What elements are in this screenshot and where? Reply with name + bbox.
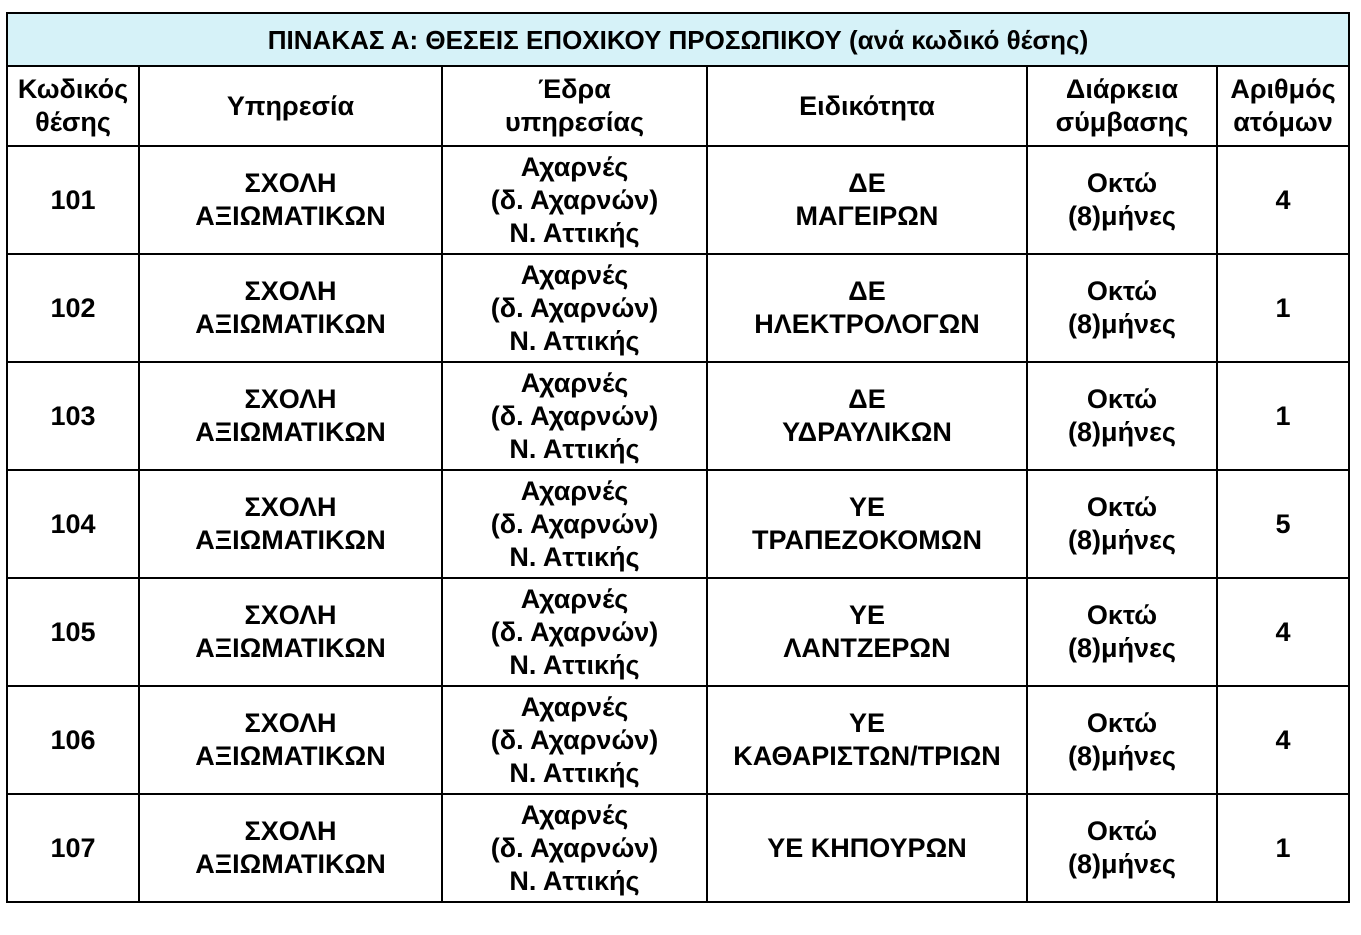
cell-service-line: ΑΞΙΩΜΑΤΙΚΩΝ [195, 201, 386, 231]
cell-code [7, 146, 139, 254]
header-count-line: ατόμων [1233, 107, 1333, 137]
cell-specialty-line: ΥΔΡΑΥΛΙΚΩΝ [782, 417, 952, 447]
header-code [7, 66, 139, 146]
cell-specialty-line: ΜΑΓΕΙΡΩΝ [795, 201, 939, 231]
document-page [6, 12, 1348, 903]
cell-code-value: 107 [50, 832, 96, 863]
cell-duration-line: (8)μήνες [1068, 633, 1176, 663]
cell-specialty [707, 686, 1027, 794]
cell-seat-line: Ν. Αττικής [509, 649, 640, 680]
cell-service-line: ΣΧΟΛΗ [244, 708, 337, 738]
cell-service [139, 578, 442, 686]
header-seat [442, 66, 707, 146]
cell-seat-line: Αχαρνές [520, 151, 629, 182]
header-duration-line: Διάρκεια [1065, 74, 1179, 104]
table-header-row [7, 66, 1349, 146]
cell-duration-line: Οκτώ [1086, 384, 1158, 414]
cell-duration-line: Οκτώ [1086, 276, 1158, 306]
cell-seat-line: Ν. Αττικής [509, 757, 640, 788]
cell-seat-line: Αχαρνές [520, 799, 629, 830]
cell-seat-line: Αχαρνές [520, 691, 629, 722]
cell-specialty-line: ΥΕ [848, 708, 886, 738]
cell-code-value: 102 [50, 292, 96, 323]
cell-specialty-line: ΗΛΕΚΤΡΟΛΟΓΩΝ [754, 309, 980, 339]
cell-seat-line: (δ. Αχαρνών) [490, 724, 659, 755]
cell-specialty-line: ΔΕ [848, 384, 886, 414]
cell-count [1217, 794, 1349, 902]
cell-code [7, 578, 139, 686]
cell-duration-line: Οκτώ [1086, 168, 1158, 198]
table-title-main: ΠΙΝΑΚΑΣ Α: ΘΕΣΕΙΣ ΕΠΟΧΙΚΟΥ ΠΡΟΣΩΠΙΚΟΥ [267, 24, 842, 55]
cell-duration [1027, 146, 1217, 254]
cell-service [139, 362, 442, 470]
cell-code [7, 254, 139, 362]
cell-count [1217, 686, 1349, 794]
cell-duration-line: (8)μήνες [1068, 201, 1176, 231]
cell-seat-line: (δ. Αχαρνών) [490, 292, 659, 323]
cell-duration-line: Οκτώ [1086, 600, 1158, 630]
cell-service [139, 686, 442, 794]
cell-seat-line: (δ. Αχαρνών) [490, 184, 659, 215]
header-seat-line: υπηρεσίας [504, 107, 644, 137]
cell-service [139, 146, 442, 254]
cell-service-line: ΑΞΙΩΜΑΤΙΚΩΝ [195, 417, 386, 447]
cell-duration-line: (8)μήνες [1068, 417, 1176, 447]
cell-code [7, 470, 139, 578]
cell-count [1217, 254, 1349, 362]
cell-specialty-line: ΔΕ [848, 168, 886, 198]
cell-service [139, 254, 442, 362]
cell-code-value: 104 [50, 508, 96, 539]
cell-seat [442, 794, 707, 902]
header-code-line: θέσης [35, 107, 111, 137]
cell-count [1217, 578, 1349, 686]
table-row [7, 362, 1349, 470]
header-specialty [707, 66, 1027, 146]
header-code-line: Κωδικός [17, 74, 129, 104]
cell-count [1217, 146, 1349, 254]
cell-service-line: ΑΞΙΩΜΑΤΙΚΩΝ [195, 525, 386, 555]
cell-count-value: 1 [1275, 292, 1291, 323]
cell-duration-line: Οκτώ [1086, 492, 1158, 522]
cell-seat [442, 578, 707, 686]
cell-specialty [707, 254, 1027, 362]
header-count-line: Αριθμός [1230, 74, 1336, 104]
table-row [7, 794, 1349, 902]
cell-service [139, 794, 442, 902]
table-row [7, 686, 1349, 794]
cell-code-value: 101 [50, 184, 96, 215]
cell-count [1217, 470, 1349, 578]
cell-service-line: ΣΧΟΛΗ [244, 492, 337, 522]
cell-specialty [707, 470, 1027, 578]
cell-seat-line: Αχαρνές [520, 475, 629, 506]
positions-table [6, 12, 1350, 903]
cell-count-value: 4 [1275, 616, 1291, 647]
table-title-row [7, 13, 1349, 66]
table-row [7, 254, 1349, 362]
header-seat-line: Έδρα [538, 74, 611, 104]
cell-seat [442, 686, 707, 794]
cell-seat-line: (δ. Αχαρνών) [490, 616, 659, 647]
cell-service-line: ΣΧΟΛΗ [244, 816, 337, 846]
cell-duration [1027, 578, 1217, 686]
cell-count-value: 1 [1275, 400, 1291, 431]
cell-count-value: 4 [1275, 184, 1291, 215]
cell-seat [442, 146, 707, 254]
header-duration-line: σύμβασης [1055, 107, 1189, 137]
cell-specialty [707, 578, 1027, 686]
table-row [7, 578, 1349, 686]
cell-duration [1027, 254, 1217, 362]
header-service-line: Υπηρεσία [226, 90, 355, 121]
cell-code [7, 686, 139, 794]
cell-count-value: 4 [1275, 724, 1291, 755]
cell-count-value: 5 [1275, 508, 1291, 539]
cell-specialty [707, 146, 1027, 254]
cell-seat-line: Ν. Αττικής [509, 433, 640, 464]
cell-duration-line: Οκτώ [1086, 816, 1158, 846]
cell-seat-line: (δ. Αχαρνών) [490, 508, 659, 539]
cell-seat-line: Αχαρνές [520, 583, 629, 614]
cell-code [7, 362, 139, 470]
cell-service-line: ΑΞΙΩΜΑΤΙΚΩΝ [195, 633, 386, 663]
cell-service-line: ΣΧΟΛΗ [244, 276, 337, 306]
cell-specialty-line: ΥΕ [848, 600, 886, 630]
cell-code [7, 794, 139, 902]
cell-seat-line: Ν. Αττικής [509, 541, 640, 572]
cell-duration [1027, 470, 1217, 578]
cell-specialty-line: ΥΕ ΚΗΠΟΥΡΩΝ [767, 832, 967, 863]
cell-specialty-line: ΤΡΑΠΕΖΟΚΟΜΩΝ [752, 525, 982, 555]
cell-seat-line: (δ. Αχαρνών) [490, 400, 659, 431]
cell-service-line: ΑΞΙΩΜΑΤΙΚΩΝ [195, 309, 386, 339]
header-specialty-line: Ειδικότητα [799, 90, 935, 121]
cell-code-value: 106 [50, 724, 96, 755]
cell-duration-line: (8)μήνες [1068, 525, 1176, 555]
cell-specialty-line: ΚΑΘΑΡΙΣΤΩΝ/ΤΡΙΩΝ [733, 741, 1001, 771]
cell-specialty [707, 362, 1027, 470]
cell-count-value: 1 [1275, 832, 1291, 863]
cell-seat-line: Αχαρνές [520, 259, 629, 290]
cell-duration [1027, 362, 1217, 470]
table-body [7, 146, 1349, 902]
header-duration [1027, 66, 1217, 146]
table-title [7, 13, 1349, 66]
cell-seat [442, 470, 707, 578]
header-service [139, 66, 442, 146]
cell-duration [1027, 686, 1217, 794]
cell-specialty-line: ΛΑΝΤΖΕΡΩΝ [783, 633, 951, 663]
cell-seat-line: Ν. Αττικής [509, 865, 640, 896]
cell-service-line: ΣΧΟΛΗ [244, 168, 337, 198]
cell-specialty-line: ΔΕ [848, 276, 886, 306]
cell-duration-line: (8)μήνες [1068, 309, 1176, 339]
cell-duration-line: Οκτώ [1086, 708, 1158, 738]
cell-specialty [707, 794, 1027, 902]
cell-duration-line: (8)μήνες [1068, 849, 1176, 879]
cell-seat-line: Ν. Αττικής [509, 325, 640, 356]
cell-code-value: 103 [50, 400, 96, 431]
cell-code-value: 105 [50, 616, 96, 647]
cell-seat-line: Αχαρνές [520, 367, 629, 398]
cell-duration [1027, 794, 1217, 902]
cell-service [139, 470, 442, 578]
cell-service-line: ΑΞΙΩΜΑΤΙΚΩΝ [195, 849, 386, 879]
cell-service-line: ΣΧΟΛΗ [244, 384, 337, 414]
table-title-sub: (ανά κωδικό θέσης) [848, 24, 1089, 55]
table-row [7, 470, 1349, 578]
table-row [7, 146, 1349, 254]
cell-service-line: ΑΞΙΩΜΑΤΙΚΩΝ [195, 741, 386, 771]
cell-seat-line: Ν. Αττικής [509, 217, 640, 248]
cell-seat [442, 362, 707, 470]
cell-count [1217, 362, 1349, 470]
cell-specialty-line: ΥΕ [848, 492, 886, 522]
cell-seat [442, 254, 707, 362]
cell-duration-line: (8)μήνες [1068, 741, 1176, 771]
cell-service-line: ΣΧΟΛΗ [244, 600, 337, 630]
header-count [1217, 66, 1349, 146]
cell-seat-line: (δ. Αχαρνών) [490, 832, 659, 863]
